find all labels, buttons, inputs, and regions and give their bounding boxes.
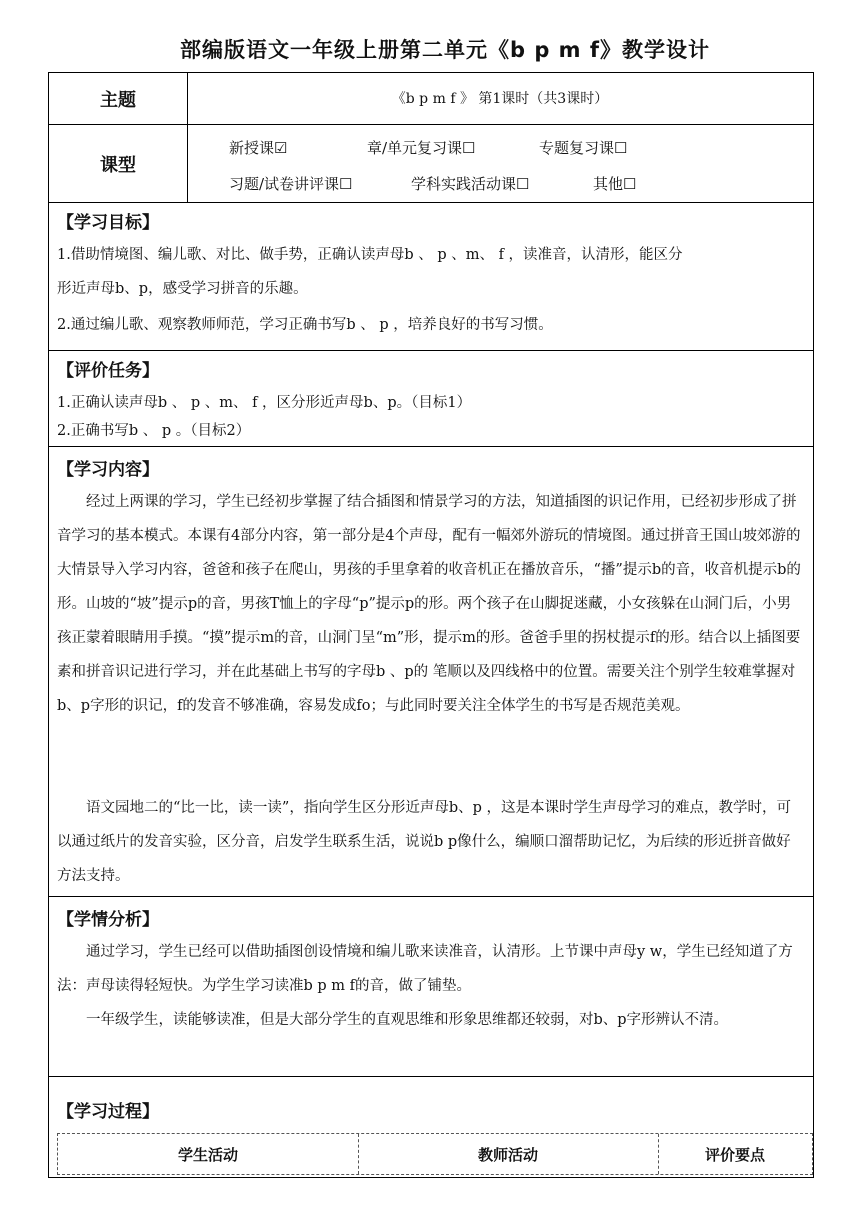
lesson-plan-table [48,72,814,1178]
option-other: 其他☐ [593,175,637,193]
task-2: 2.正确书写b 、 p 。（目标2） [57,423,251,439]
objective-1a: 1.借助情境图、编儿歌、对比、做手势，正确认读声母b 、 p 、m、 f ，读准音，认清形，能区分 [57,247,683,263]
topic-value: 《b p m f 》 第1课时（共3课时） [391,91,609,107]
process-section [49,1077,813,1177]
content-paragraph-1: 经过上两课的学习，学生已经初步掌握了结合插图和情景学习的方法，知道插图的识记作用，已经初步形成了拼音学习的基本模式。本课有4部分内容，第一部分是4个声母，配有一幅郊外游玩的情境图。通过拼音王国山坡郊游的大情景导入学习内容，爸爸和孩子在爬山，男孩的手里拿着的收音机正在播放音乐，“播”提示b的音，收音机提示b的形。山坡的“坡”提示p的音，男孩T恤上的字母“p”提示p的形。两个孩子在山脚捉迷藏，小女孩躲在山洞门后，小男孩正蒙着眼睛用手摸。“摸”提示m的音，山洞门呈“m”形，提示m的形。爸爸手里的拐杖提示f的形。结合以上插图要素和拼音识记进行学习，并在此基础上书写的字母b 、p的 笔顺以及四线格中的位置。需要关注个别学生较难掌握对b、p字形的识记，f的发音不够准确，容易发成fo；与此同时要关注全体学生的书写是否规范美观。 [57,494,801,714]
objective-1b: 形近声母b、p，感受学习拼音的乐趣。 [57,281,308,297]
option-new-lesson: 新授课☑ [229,139,288,157]
option-topic-review: 专题复习课☐ [539,139,628,157]
analysis-paragraph-1: 通过学习，学生已经可以借助插图创设情境和编儿歌来读准音，认清形。上节课中声母y w，学生已经知道了方法：声母读得轻短快。为学生学习读准b p m f的音，做了铺垫。 [57,944,793,994]
lesson-type-row [49,125,813,203]
objectives-heading: 【学习目标】 [57,213,159,233]
analysis-heading: 【学情分析】 [57,910,159,930]
column-teacher-activity: 教师活动 [358,1134,659,1174]
content-heading: 【学习内容】 [57,460,159,480]
analysis-section [49,897,813,1077]
tasks-heading: 【评价任务】 [57,361,159,381]
document-title: 部编版语文一年级上册第二单元《b p m f》教学设计 [179,38,710,62]
content-section [49,447,813,897]
process-table-header [57,1133,813,1175]
topic-label: 主题 [49,73,188,124]
tasks-section [49,351,813,447]
task-1: 1.正确认读声母b 、 p 、m、 f ，区分形近声母b、p。（目标1） [57,395,472,411]
topic-row [49,73,813,125]
lesson-type-label: 课型 [49,125,188,202]
process-heading: 【学习过程】 [57,1102,159,1122]
option-unit-review: 章/单元复习课☐ [367,139,476,157]
option-exercise-review: 习题/试卷讲评课☐ [229,175,353,193]
column-evaluation-points: 评价要点 [704,1145,765,1164]
content-paragraph-2: 语文园地二的“比一比，读一读”，指向学生区分形近声母b、p ，这是本课时学生声母学习的难点，教学时，可以通过纸片的发音实验，区分音，启发学生联系生活，说说b p像什么，编顺口溜帮助记忆，为后续的形近拼音做好方法支持。 [57,800,791,884]
objective-2: 2.通过编儿歌、观察教师师范，学习正确书写b 、 p ，培养良好的书写习惯。 [57,317,553,333]
objectives-section [49,203,813,351]
option-practice-activity: 学科实践活动课☐ [411,175,530,193]
column-student-activity: 学生活动 [58,1134,359,1174]
analysis-paragraph-2: 一年级学生，读能够读准，但是大部分学生的直观思维和形象思维都还较弱，对b、p字形辨认不清。 [86,1012,729,1028]
